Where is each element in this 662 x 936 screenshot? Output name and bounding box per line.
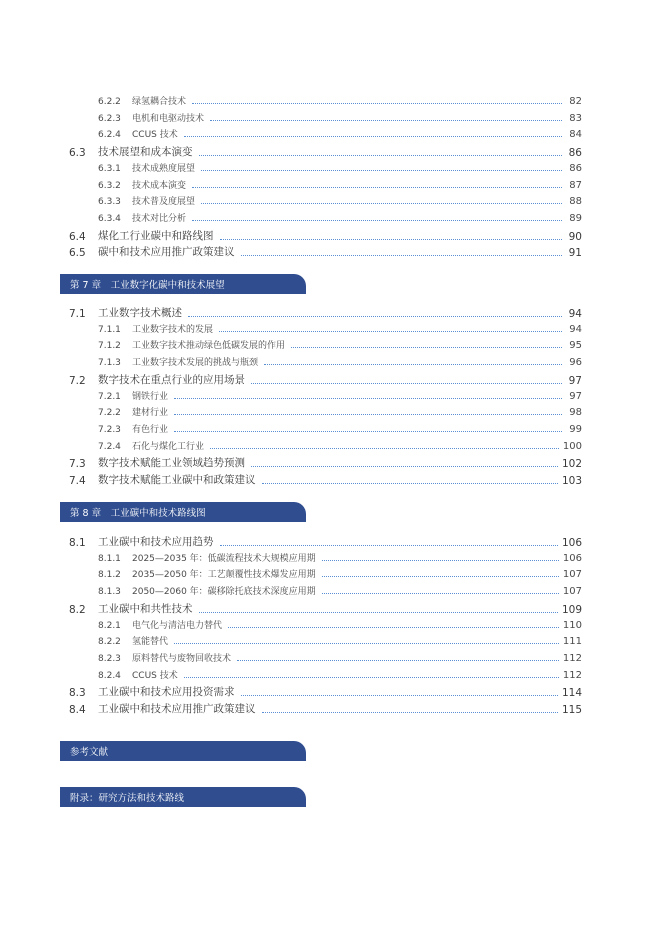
toc-entry-page: 88 xyxy=(569,196,582,208)
toc-entry-page: 89 xyxy=(569,212,582,224)
toc-entry-page: 114 xyxy=(561,687,582,700)
toc-entry-number: 8.1 xyxy=(69,537,86,549)
toc-entry-title: 有色行业 xyxy=(132,424,169,435)
toc-entry-number: 8.1.1 xyxy=(98,553,121,564)
toc-entry[interactable] xyxy=(98,634,582,647)
toc-entry-page: 109 xyxy=(561,603,582,616)
toc-leader-dots xyxy=(262,483,558,484)
toc-leader-dots xyxy=(201,203,562,204)
toc-entry[interactable] xyxy=(98,111,582,124)
toc-entry-page: 94 xyxy=(568,308,582,320)
toc-leader-dots xyxy=(192,103,562,104)
references-heading[interactable] xyxy=(60,741,306,761)
toc-entry-title: 煤化工行业碳中和路线图 xyxy=(98,229,214,242)
toc-entry[interactable] xyxy=(69,144,582,159)
toc-entry-page: 112 xyxy=(562,652,582,664)
toc-entry[interactable] xyxy=(98,439,582,452)
toc-entry-title: 工业碳中和技术应用趋势 xyxy=(98,536,214,548)
references-label: 参考文献 xyxy=(70,747,109,758)
toc-entry-number: 6.5 xyxy=(69,247,86,260)
toc-entry-title: 氢能替代 xyxy=(132,637,169,648)
toc-entry-page: 107 xyxy=(562,569,582,581)
toc-entry-page: 111 xyxy=(562,636,582,648)
toc-entry-number: 6.3.2 xyxy=(98,180,121,191)
toc-entry[interactable] xyxy=(98,194,582,207)
toc-leader-dots xyxy=(184,136,562,137)
toc-entry[interactable] xyxy=(98,651,582,664)
toc-entry-number: 7.3 xyxy=(69,458,86,471)
toc-leader-dots xyxy=(199,155,563,156)
toc-entry-number: 8.2.2 xyxy=(98,637,121,648)
toc-leader-dots xyxy=(322,576,559,577)
toc-entry[interactable] xyxy=(98,178,582,191)
toc-leader-dots xyxy=(322,560,559,561)
toc-entry-title: 电机和电驱动技术 xyxy=(132,113,205,124)
toc-entry-page: 90 xyxy=(568,230,582,243)
toc-entry-page: 100 xyxy=(562,440,582,452)
toc-entry[interactable] xyxy=(69,244,582,259)
chapter-8-label: 第 8 章 工业碳中和技术路线图 xyxy=(70,508,206,519)
toc-entry-title: 工业数字技术的发展 xyxy=(132,324,214,335)
toc-entry[interactable] xyxy=(69,372,582,387)
toc-entry-title: CCUS 技术 xyxy=(132,670,178,681)
toc-entry-number: 7.1.1 xyxy=(98,324,121,335)
toc-entry-page: 115 xyxy=(561,704,582,716)
toc-entry-page: 86 xyxy=(568,147,582,160)
toc-entry[interactable] xyxy=(98,161,582,174)
toc-leader-dots xyxy=(241,695,558,696)
toc-entry[interactable] xyxy=(98,338,582,351)
toc-entry[interactable] xyxy=(98,322,582,335)
toc-entry[interactable] xyxy=(69,472,582,487)
toc-leader-dots xyxy=(210,120,562,121)
toc-leader-dots xyxy=(199,612,558,613)
toc-entry-number: 6.3 xyxy=(69,147,86,160)
toc-entry-title: 2035—2050 年：工艺颠覆性技术爆发应用期 xyxy=(132,570,316,581)
toc-entry-title: 钢铁行业 xyxy=(132,391,169,402)
toc-entry[interactable] xyxy=(98,405,582,418)
toc-entry-page: 107 xyxy=(562,586,582,598)
toc-entry-page: 91 xyxy=(568,247,582,260)
toc-entry-number: 8.1.2 xyxy=(98,570,121,581)
toc-entry-page: 87 xyxy=(569,179,582,191)
toc-entry-number: 8.1.3 xyxy=(98,587,121,598)
toc-entry-number: 7.2.1 xyxy=(98,391,121,402)
toc-entry-number: 6.3.4 xyxy=(98,213,121,224)
toc-entry-title: 数字技术赋能工业领域趋势预测 xyxy=(98,457,245,470)
toc-entry-number: 8.2.3 xyxy=(98,653,121,664)
toc-entry-title: 2025—2035 年：低碳流程技术大规模应用期 xyxy=(132,553,316,564)
toc-entry-title: 石化与煤化工行业 xyxy=(132,441,205,452)
toc-entry[interactable] xyxy=(69,701,582,716)
toc-leader-dots xyxy=(174,414,562,415)
toc-leader-dots xyxy=(262,712,558,713)
toc-entry[interactable] xyxy=(69,534,582,549)
toc-entry-number: 8.2.4 xyxy=(98,670,121,681)
toc-entry-page: 103 xyxy=(561,475,582,487)
toc-leader-dots xyxy=(291,347,562,348)
toc-entry-number: 6.2.3 xyxy=(98,113,121,124)
toc-entry[interactable] xyxy=(98,567,582,580)
toc-entry[interactable] xyxy=(69,684,582,699)
toc-leader-dots xyxy=(241,255,563,256)
toc-entry-number: 8.3 xyxy=(69,687,86,700)
appendix-heading[interactable] xyxy=(60,787,306,807)
toc-entry[interactable] xyxy=(98,668,582,681)
toc-entry-number: 6.2.4 xyxy=(98,130,121,141)
toc-leader-dots xyxy=(184,677,559,678)
toc-entry-title: 工业碳中和共性技术 xyxy=(98,602,193,615)
toc-entry-title: 技术展望和成本演变 xyxy=(98,146,193,159)
toc-entry[interactable] xyxy=(98,211,582,224)
toc-entry-title: 2050—2060 年：碳移除托底技术深度应用期 xyxy=(132,587,316,598)
toc-entry-number: 8.2.1 xyxy=(98,620,121,631)
chapter-8-heading[interactable] xyxy=(60,502,306,522)
toc-entry-page: 106 xyxy=(562,552,582,564)
toc-leader-dots xyxy=(192,187,562,188)
toc-entry-number: 7.2 xyxy=(69,374,86,387)
toc-leader-dots xyxy=(251,383,562,384)
toc-entry-title: 工业数字技术概述 xyxy=(98,307,182,319)
toc-entry-page: 96 xyxy=(569,357,582,369)
toc-leader-dots xyxy=(237,660,559,661)
toc-entry-title: 技术普及度展望 xyxy=(132,197,196,208)
toc-entry-number: 7.1 xyxy=(69,308,86,320)
toc-entry-title: CCUS 技术 xyxy=(132,130,178,141)
toc-entry[interactable] xyxy=(69,601,582,616)
toc-leader-dots xyxy=(201,170,562,171)
toc-entry[interactable] xyxy=(98,94,582,107)
toc-leader-dots xyxy=(188,316,562,317)
toc-entry-number: 8.4 xyxy=(69,704,86,716)
toc-entry-page: 84 xyxy=(569,129,582,141)
toc-entry-title: 工业碳中和技术应用投资需求 xyxy=(98,686,235,699)
toc-entry-title: 绿氢耦合技术 xyxy=(132,97,187,107)
toc-entry[interactable] xyxy=(98,355,582,368)
toc-leader-dots xyxy=(220,545,558,546)
toc-entry-page: 86 xyxy=(569,162,582,174)
toc-entry-number: 7.1.2 xyxy=(98,341,121,352)
toc-entry[interactable] xyxy=(98,618,582,631)
chapter-7-heading[interactable] xyxy=(60,274,306,294)
toc-entry-page: 97 xyxy=(568,374,582,387)
toc-entry-number: 6.3.1 xyxy=(98,163,121,174)
toc-entry-title: 建材行业 xyxy=(132,408,169,419)
toc-entry-page: 97 xyxy=(569,390,582,402)
toc-entry[interactable] xyxy=(98,422,582,435)
toc-entry-title: 工业数字技术推动绿色低碳发展的作用 xyxy=(132,341,286,352)
toc-entry-page: 106 xyxy=(561,537,582,549)
toc-entry[interactable] xyxy=(69,228,582,243)
toc-entry-number: 7.2.4 xyxy=(98,441,121,452)
toc-leader-dots xyxy=(251,466,558,467)
toc-entry-number: 7.4 xyxy=(69,475,86,487)
toc-entry[interactable] xyxy=(69,455,582,470)
toc-entry-title: 数字技术赋能工业碳中和政策建议 xyxy=(98,474,256,486)
toc-entry-number: 6.2.2 xyxy=(98,97,121,107)
toc-entry-page: 102 xyxy=(561,458,582,471)
toc-entry-page: 82 xyxy=(569,96,582,107)
toc-leader-dots xyxy=(228,627,559,628)
toc-leader-dots xyxy=(219,331,562,332)
toc-entry[interactable] xyxy=(69,305,582,320)
toc-entry-title: 数字技术在重点行业的应用场景 xyxy=(98,373,245,386)
toc-entry[interactable] xyxy=(98,127,582,140)
toc-entry-number: 7.2.3 xyxy=(98,424,121,435)
toc-entry[interactable] xyxy=(98,584,582,597)
toc-entry-page: 95 xyxy=(569,340,582,352)
toc-entry-title: 技术成本演变 xyxy=(132,180,187,191)
toc-entry[interactable] xyxy=(98,389,582,402)
toc-entry-title: 技术对比分析 xyxy=(132,213,187,224)
toc-entry-page: 110 xyxy=(562,619,582,631)
toc-entry-title: 技术成熟度展望 xyxy=(132,163,196,174)
toc-leader-dots xyxy=(210,448,559,449)
toc-entry-page: 99 xyxy=(569,423,582,435)
toc-leader-dots xyxy=(174,643,559,644)
toc-entry-page: 83 xyxy=(569,112,582,124)
toc-entry-number: 8.2 xyxy=(69,603,86,616)
toc-entry-title: 工业数字技术发展的挑战与瓶颈 xyxy=(132,358,259,369)
toc-entry-number: 7.2.2 xyxy=(98,408,121,419)
toc-entry-number: 6.3.3 xyxy=(98,197,121,208)
appendix-label: 附录：研究方法和技术路线 xyxy=(70,793,185,804)
toc-entry-page: 94 xyxy=(569,323,582,335)
toc-entry-title: 电气化与清洁电力替代 xyxy=(132,620,223,631)
toc-entry-number: 7.1.3 xyxy=(98,358,121,369)
toc-entry-title: 碳中和技术应用推广政策建议 xyxy=(98,246,235,259)
toc-leader-dots xyxy=(174,398,562,399)
toc-entry-page: 112 xyxy=(562,669,582,681)
toc-entry-title: 工业碳中和技术应用推广政策建议 xyxy=(98,703,256,715)
toc-leader-dots xyxy=(192,220,562,221)
toc-leader-dots xyxy=(322,593,559,594)
toc-leader-dots xyxy=(264,364,562,365)
toc-entry-number: 6.4 xyxy=(69,230,86,243)
chapter-7-label: 第 7 章 工业数字化碳中和技术展望 xyxy=(70,280,225,291)
toc-entry-title: 原料替代与废物回收技术 xyxy=(132,653,232,664)
toc-leader-dots xyxy=(220,239,563,240)
toc-entry[interactable] xyxy=(98,551,582,564)
toc-leader-dots xyxy=(174,431,562,432)
toc-entry-page: 98 xyxy=(569,407,582,419)
